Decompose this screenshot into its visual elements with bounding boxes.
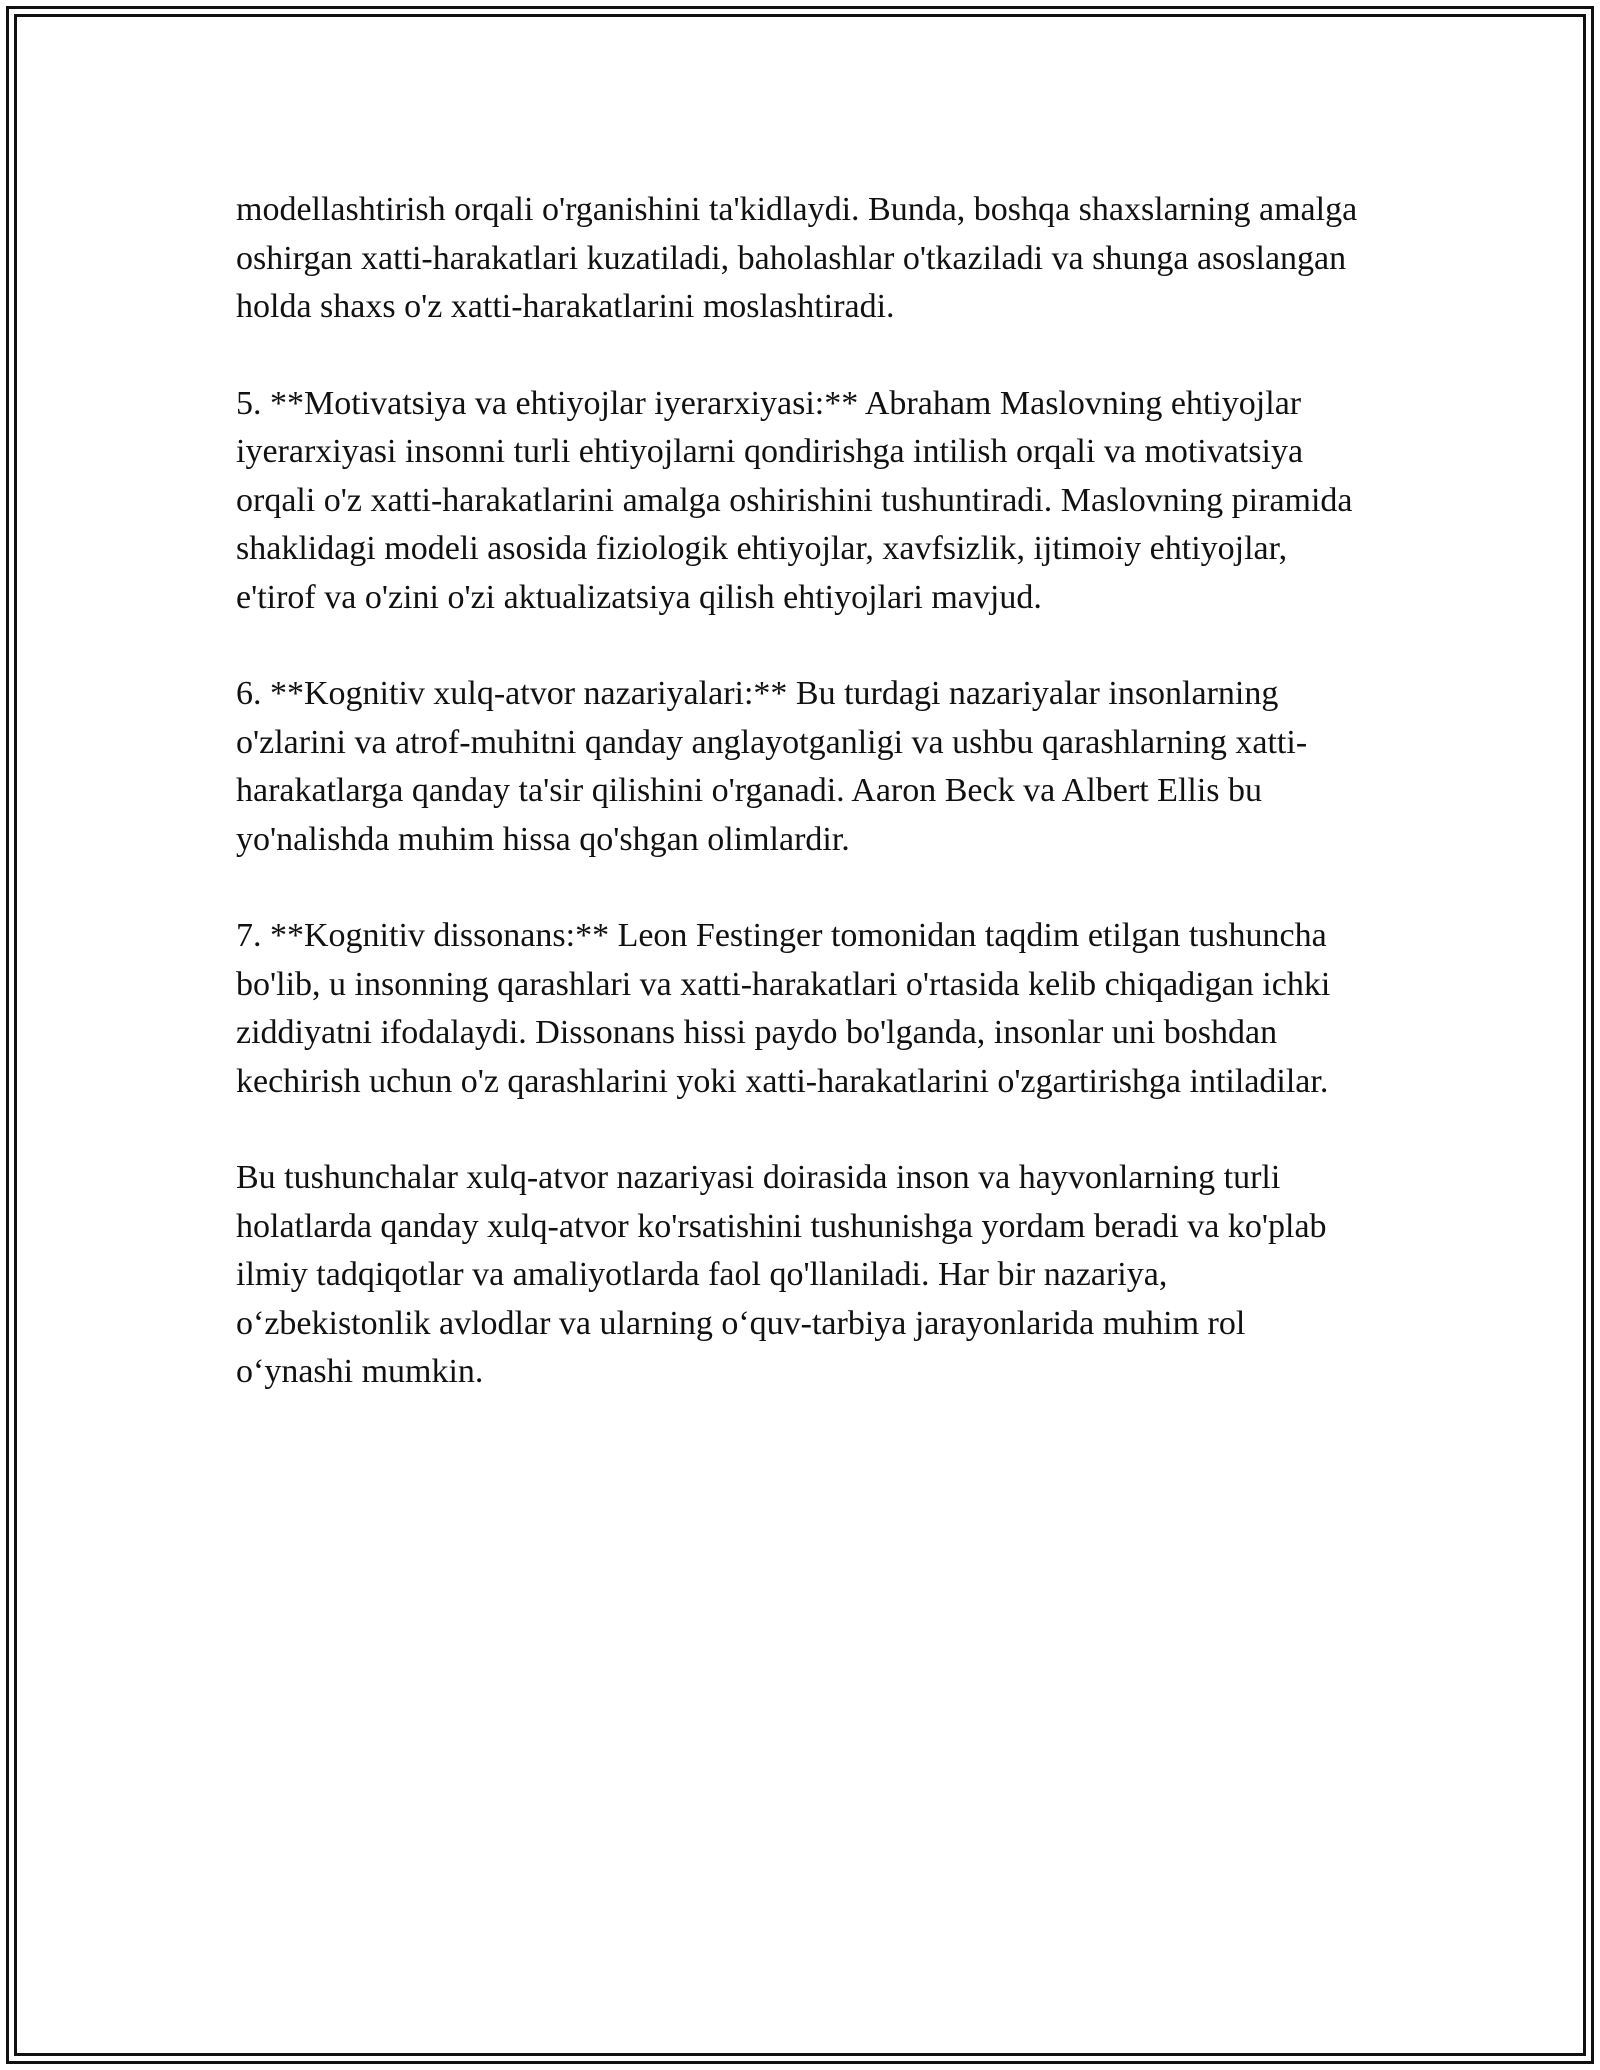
paragraph-motivation-hierarchy: 5. **Motivatsiya va ehtiyojlar iyerarxiyasi:** Abraham Maslovning ehtiyojlar iyerarxiyasi insonni turli ehtiyojlarni qondirishga intilish orqali va motivatsiya orqali o'z xatti-harakatlarini amalga oshirishini tushuntiradi. Maslovning piramida shaklidagi modeli asosida fiziologik ehtiyojlar, xavfsizlik, ijtimoiy ehtiyojlar, e'tirof va o'zini o'zi aktualizatsiya qilish ehtiyojlari mavjud. [236, 384, 1353, 616]
paragraph-modeling-continuation: modellashtirish orqali o'rganishini ta'kidlaydi. Bunda, boshqa shaxslarning amalga oshirgan xatti-harakatlari kuzatiladi, baholashlar o'tkaziladi va shunga asoslangan holda shaxs o'z xatti-harakatlarini moslashtiradi. [236, 191, 1358, 325]
paragraph-cognitive-behavioral: 6. **Kognitiv xulq-atvor nazariyalari:** Bu turdagi nazariyalar insonlarning o'zlarini va atrof-muhitni qanday anglayotganligi va ushbu qarashlarning xatti-harakatlarga qanday ta'sir qilishini o'rganadi. Aaron Beck va Albert Ellis bu yo'nalishda muhim hissa qo'shgan olimlardir. [236, 675, 1308, 858]
paragraph-cognitive-dissonance: 7. **Kognitiv dissonans:** Leon Festinger tomonidan taqdim etilgan tushuncha bo'lib, u insonning qarashlari va xatti-harakatlari o'rtasida kelib chiqadigan ichki ziddiyatni ifodalaydi. Dissonans hissi paydo bo'lganda, insonlar uni boshdan kechirish uchun o'z qarashlarini yoki xatti-harakatlarini o'zgartirishga intiladilar. [236, 917, 1331, 1100]
document-body [236, 186, 1366, 1445]
paragraph-conclusion: Bu tushunchalar xulq-atvor nazariyasi doirasida inson va hayvonlarning turli holatlarda qanday xulq-atvor ko'rsatishini tushunishga yordam beradi va ko'plab ilmiy tadqiqotlar va amaliyotlarda faol qo'llaniladi. Har bir nazariya, o‘zbekistonlik avlodlar va ularning o‘quv-tarbiya jarayonlarida muhim rol o‘ynashi mumkin. [236, 1159, 1327, 1390]
